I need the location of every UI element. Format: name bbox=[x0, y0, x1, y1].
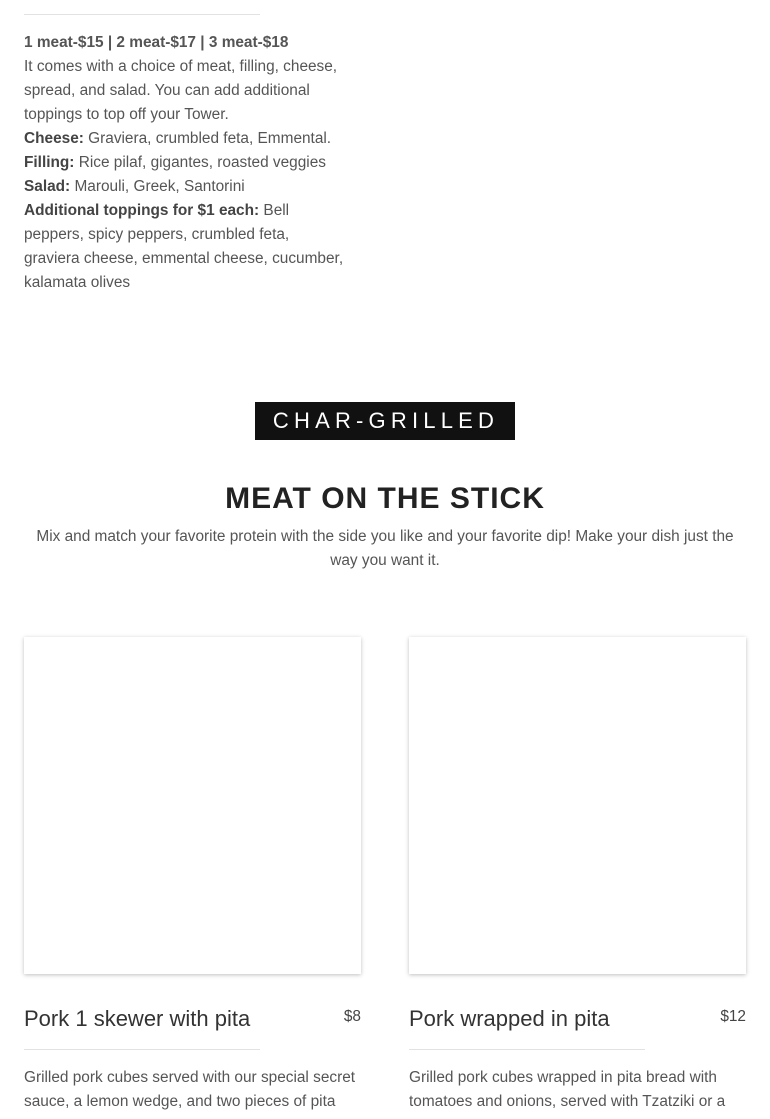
section-title: MEAT ON THE STICK bbox=[225, 482, 545, 515]
toppings-value: Bell peppers, spicy peppers, crumbled feta, graviera cheese, emmental cheese, cucumber, kalamata olives bbox=[24, 202, 344, 291]
toppings-label: Additional toppings for $1 each: bbox=[24, 202, 260, 219]
tower-intro: It comes with a choice of meat, filling, cheese, spread, and salad. You can add additional toppings to top off your Tower. bbox=[24, 58, 338, 123]
menu-item-image[interactable] bbox=[24, 637, 361, 974]
menu-item-name: Pork wrapped in pita bbox=[409, 1006, 610, 1031]
section-badge-wrap bbox=[0, 402, 770, 440]
filling-value: Rice pilaf, gigantes, roasted veggies bbox=[74, 154, 326, 171]
menu-item-price: $12 bbox=[720, 1008, 746, 1025]
menu-item-image[interactable] bbox=[409, 637, 746, 974]
tower-details bbox=[24, 31, 346, 295]
salad-value: Marouli, Greek, Santorini bbox=[70, 178, 245, 195]
divider bbox=[409, 1049, 645, 1050]
section-badge: CHAR-GRILLED bbox=[255, 402, 515, 440]
menu-item-price: $8 bbox=[343, 1008, 361, 1025]
section-description: Mix and match your favorite protein with the side you like and your favorite dip! Make your dish just the way you want it. bbox=[36, 528, 734, 569]
menu-item-name: Pork 1 skewer with pita bbox=[24, 1006, 251, 1031]
tower-prices: 1 meat-$15 | 2 meat-$17 | 3 meat-$18 bbox=[24, 34, 289, 51]
divider bbox=[24, 14, 260, 15]
menu-item-description: Grilled pork cubes served with our special secret sauce, a lemon wedge, and two pieces of pita bbox=[24, 1069, 356, 1110]
divider bbox=[24, 1049, 260, 1050]
tower-cheese bbox=[24, 127, 346, 151]
cheese-value: Graviera, crumbled feta, Emmental. bbox=[83, 130, 332, 147]
tower-toppings bbox=[24, 199, 346, 295]
salad-label: Salad: bbox=[24, 178, 71, 195]
tower-filling bbox=[24, 151, 346, 175]
menu-item-description: Grilled pork cubes wrapped in pita bread with tomatoes and onions, served with Tzatziki or a bbox=[409, 1069, 726, 1110]
tower-salad bbox=[24, 175, 346, 199]
cheese-label: Cheese: bbox=[24, 130, 84, 147]
filling-label: Filling: bbox=[24, 154, 75, 171]
